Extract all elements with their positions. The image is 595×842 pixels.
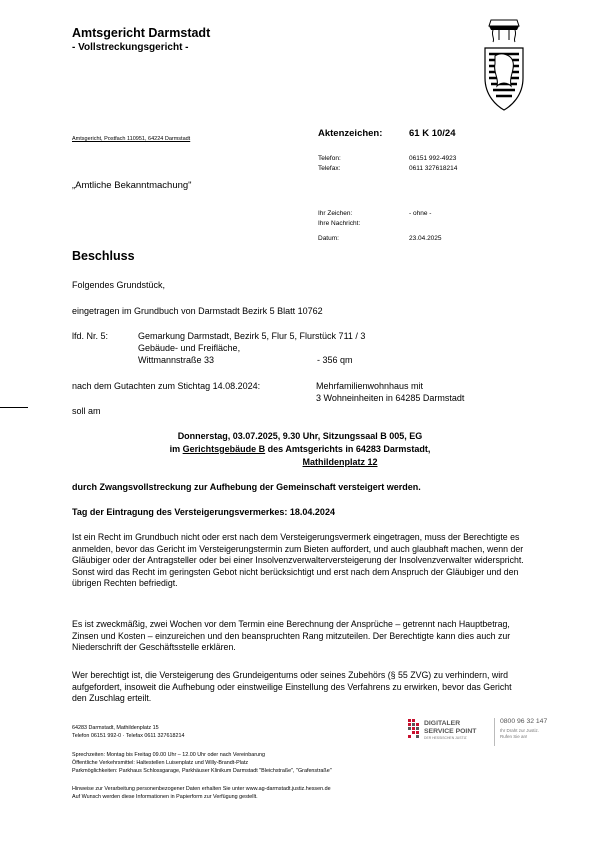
telefax-label: Telefax: xyxy=(318,165,341,172)
footer-privacy-2: Auf Wunsch werden diese Informationen in Papierform zur Verfügung gestellt. xyxy=(72,794,258,800)
telefon-value: 06151 992-4923 xyxy=(409,155,457,162)
paragraph-anmeldung: Ist ein Recht im Grundbuch nicht oder erst nach dem Versteigerungsvermerk eingetragen, muss der Berechtigte es anmelden, bevor das Gericht im Versteigerungstermin zum Bieten auffordert, und auch glaubhaft machen, wenn der Gläubiger oder der Antragsteller oder bei einer Insolvenzverwalterversteigerung der Insolvenzverwalter widerspricht. Sonst wird das Recht im geringsten Gebot nicht berücksichtigt und erst nach dem Anspruch der Gläubiger und den übrigen Rechten befriedigt. xyxy=(72,532,524,589)
document-title: Beschluss xyxy=(72,249,135,263)
footer-parking: Parkmöglichkeiten: Parkhaus Schlossgarage, Parkhäuser Klinikum Darmstadt "Bleichstraße", "Grafenstraße" xyxy=(72,768,332,774)
service-phone: 0800 96 32 147 xyxy=(500,718,548,725)
register-line: eingetragen im Grundbuch von Darmstadt Bezirk 5 Blatt 10762 xyxy=(72,306,323,316)
footer-address: 64283 Darmstadt, Mathildenplatz 15 xyxy=(72,725,159,731)
datum-value: 23.04.2025 xyxy=(409,235,442,242)
versteigert-line: durch Zwangsvollstreckung zur Aufhebung der Gemeinschaft versteigert werden. xyxy=(72,482,421,492)
paragraph-berechnung: Es ist zweckmäßig, zwei Wochen vor dem Termin eine Berechnung der Ansprüche – getrennt nach Hauptbetrag, Zinsen und Kosten – einzureichen und den beanspruchten Rang mitzuteilen. Der Berechtigte kann dies auch zur Niederschrift der Geschäftsstelle erklären. xyxy=(72,619,511,653)
service-point-logo-icon xyxy=(408,719,422,745)
aktenzeichen-label: Aktenzeichen: xyxy=(318,128,383,139)
ihr-zeichen-value: - ohne - xyxy=(409,210,432,217)
property-line-1: Gemarkung Darmstadt, Bezirk 5, Flur 5, Flurstück 711 / 3 xyxy=(138,331,366,341)
footer-divider xyxy=(494,718,495,746)
gutachten-line: nach dem Gutachten zum Stichtag 14.08.2024: xyxy=(72,381,261,391)
datum-label: Datum: xyxy=(318,235,339,242)
building-b-label: Gerichtsgebäude B xyxy=(182,444,266,454)
hessen-coat-of-arms-icon xyxy=(481,16,527,112)
telefon-label: Telefon: xyxy=(318,155,341,162)
footer-hours: Sprechzeiten: Montag bis Freitag 09.00 Uhr – 12.00 Uhr oder nach Vereinbarung xyxy=(72,752,265,758)
appointment-date-line: Donnerstag, 03.07.2025, 9.30 Uhr, Sitzungssaal B 005, EG xyxy=(177,431,423,441)
footer-privacy-1: Hinweise zur Verarbeitung personenbezogener Daten erhalten Sie unter www.ag-darmstadt.justiz.hessen.de xyxy=(72,786,331,792)
property-intro: Folgendes Grundstück, xyxy=(72,280,166,290)
soll-am-label: soll am xyxy=(72,406,101,416)
court-subtitle: - Vollstreckungsgericht - xyxy=(72,42,189,53)
service-point-subtitle: DER HESSISCHEN JUSTIZ xyxy=(424,736,467,740)
appointment-address: Mathildenplatz 12 xyxy=(302,457,378,467)
building-description-2: 3 Wohneinheiten in 64285 Darmstadt xyxy=(316,393,465,403)
property-address: Wittmannstraße 33 xyxy=(138,355,215,365)
eintragung-line: Tag der Eintragung des Versteigerungsvermerkes: 18.04.2024 xyxy=(72,507,335,517)
footer-transit: Öffentliche Verkehrsmittel: Haltestellen Luisenplatz und Willy-Brandt-Platz xyxy=(72,760,249,766)
court-name: Amtsgericht Darmstadt xyxy=(72,26,211,40)
notice-label: „Amtliche Bekanntmachung" xyxy=(72,180,192,191)
service-phone-subtitle: Ihr Draht zur Justiz. Rufen Sie an! xyxy=(500,728,540,739)
ihr-zeichen-label: Ihr Zeichen: xyxy=(318,210,353,217)
lfd-nr-label: lfd. Nr. 5: xyxy=(72,331,109,341)
appointment-building-line: im Gerichtsgebäude B des Amtsgerichts in 64283 Darmstadt, xyxy=(169,444,431,454)
service-point-title: DIGITALER SERVICE POINT xyxy=(424,720,477,735)
aktenzeichen-value: 61 K 10/24 xyxy=(409,128,456,139)
ihre-nachricht-label: Ihre Nachricht: xyxy=(318,220,361,227)
footer-phone: Telefon 06151 992-0 · Telefax 0611 327618214 xyxy=(72,733,185,739)
property-area: - 356 qm xyxy=(317,355,353,365)
telefax-value: 0611 327618214 xyxy=(409,165,458,172)
fold-mark xyxy=(0,407,28,408)
building-description-1: Mehrfamilienwohnhaus mit xyxy=(316,381,424,391)
paragraph-aufhebung: Wer berechtigt ist, die Versteigerung des Grundeigentums oder seines Zubehörs (§ 55 ZVG) zu verhindern, wird aufgefordert, insoweit die Aufhebung oder einstweilige Einstellung des Verfahrens zu erwirken, bevor das Gericht den Zuschlag erteilt. xyxy=(72,670,512,704)
property-line-2: Gebäude- und Freifläche, xyxy=(138,343,241,353)
sender-line: Amtsgericht, Postfach 110951, 64224 Darmstadt xyxy=(72,136,191,142)
